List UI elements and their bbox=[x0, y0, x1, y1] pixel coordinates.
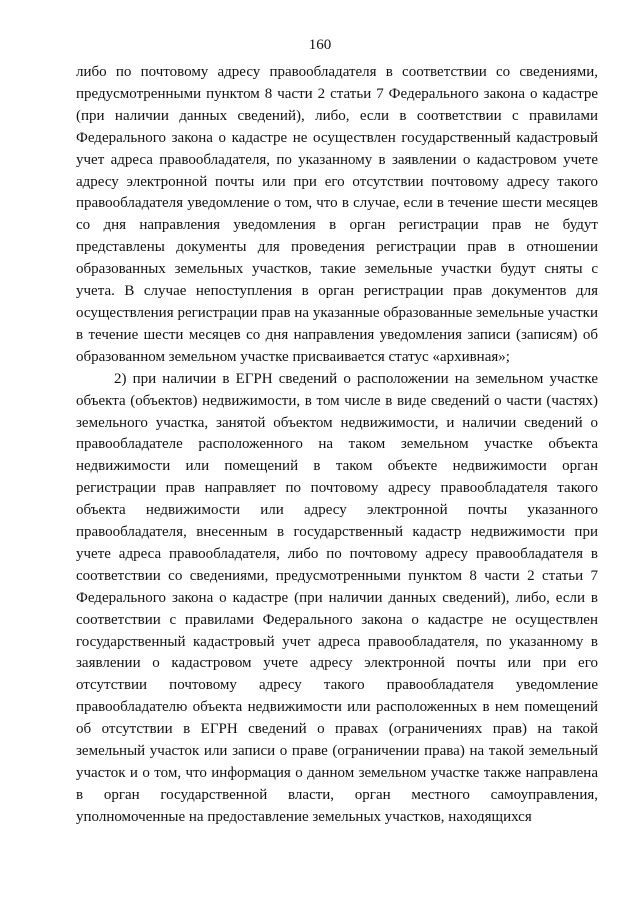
paragraph-continuation: либо по почтовому адресу правообладателя в соответствии со сведениями, предусмотренными пунктом 8 части 2 статьи 7 Федерального закона о кадастре (при наличии данных сведений), либо, если в соответствии с правилами Федерального закона о кадастре не осуществлен государственный кадастровый учет адреса правообладателя, по указанному в заявлении о кадастровом учете адресу электронной почты или при его отсутствии почтовому адресу такого правообладателя уведомление о том, что в случае, если в течение шести месяцев со дня направления уведомления в орган регистрации прав не будут представлены документы для проведения регистрации прав в отношении образованных земельных участков, такие земельные участки будут сняты с учета. В случае непоступления в орган регистрации прав документов для осуществления регистрации прав на указанные образованные земельные участки в течение шести месяцев со дня направления уведомления записи (записям) об образованном земельном участке присваивается статус «архивная»; bbox=[76, 64, 598, 365]
paragraph-item-2: 2) при наличии в ЕГРН сведений о расположении на земельном участке объекта (объектов) недвижимости, в том числе в виде сведений о части (частях) земельного участка, занятой объектом недвижимости, и наличии сведений о правообладателе расположенного на таком земельном участке объекта недвижимости или помещений в таком объекте недвижимости орган регистрации прав направляет по почтовому адресу правообладателя такого объекта недвижимости или адресу электронной почты указанного правообладателя, внесенным в государственный кадастр недвижимости при учете адреса правообладателя, либо по почтовому адресу правообладателя в соответствии со сведениями, предусмотренными пунктом 8 части 2 статьи 7 Федерального закона о кадастре (при наличии данных сведений), либо, если в соответствии с правилами Федерального закона о кадастре не осуществлен государственный кадастровый учет адреса правообладателя, по указанному в заявлении о кадастровом учете адресу электронной почты или при его отсутствии почтовому адресу такого правообладателя уведомление правообладателю объекта недвижимости или расположенных в нем помещений об отсутствии в ЕГРН сведений о правах (ограничениях прав) на такой земельный участок или записи о праве (ограничении права) на такой земельный участок и о том, что информация о данном земельном участке также направлена в орган государственной власти, орган местного самоуправления, уполномоченные на предоставление земельных участков, находящихся bbox=[76, 370, 598, 825]
page-number: 160 bbox=[308, 37, 332, 53]
document-body bbox=[76, 62, 598, 829]
